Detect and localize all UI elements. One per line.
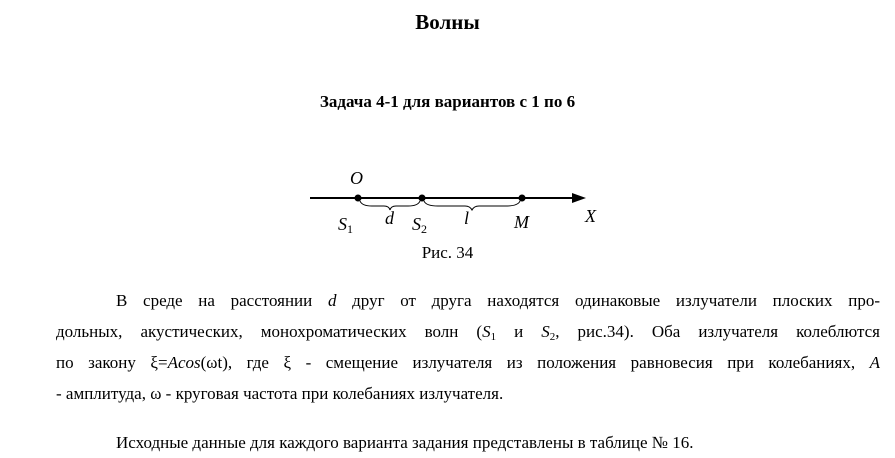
brace-l — [424, 201, 520, 210]
point-m — [519, 195, 526, 202]
label-d: d — [385, 208, 394, 228]
point-s1 — [355, 195, 362, 202]
label-s2: S2 — [412, 214, 427, 236]
paragraph-2-line-1: Исходные данные для каждого варианта задания представлены в таблице № 16. — [116, 433, 694, 452]
paragraph-1-line-2: дольных, акустических, монохроматических волн ($S_1$ и $S_2$, рис.34). Оба излучателя колеблются — [56, 322, 880, 343]
origin-label: O — [350, 168, 363, 188]
label-s1: S1 — [338, 214, 353, 236]
paragraph-1-line-3: по закону ξ=Acos(ωt), где ξ - смещение излучателя из положения равновесия при колебаниях, A — [56, 353, 880, 372]
axis-label-x: X — [585, 206, 596, 226]
figure-diagram — [300, 160, 620, 240]
paragraph-1-line-1: В среде на расстоянии d друг от друга находятся одинаковые излучатели плоских про- — [116, 291, 880, 310]
x-axis-arrow — [572, 193, 586, 203]
label-m: M — [514, 212, 529, 232]
figure-caption: Рис. 34 — [421, 243, 474, 262]
paragraph-1-line-4: - амплитуда, ω - круговая частота при колебаниях излучателя. — [56, 384, 504, 403]
paragraph-1 — [56, 285, 880, 409]
figure-34 — [300, 160, 620, 240]
label-l: l — [464, 208, 470, 228]
problem-heading: Задача 4-1 для вариантов с 1 по 6 — [319, 92, 576, 111]
point-s2 — [419, 195, 426, 202]
page-title: Волны — [415, 10, 480, 34]
paragraph-2 — [56, 427, 880, 458]
